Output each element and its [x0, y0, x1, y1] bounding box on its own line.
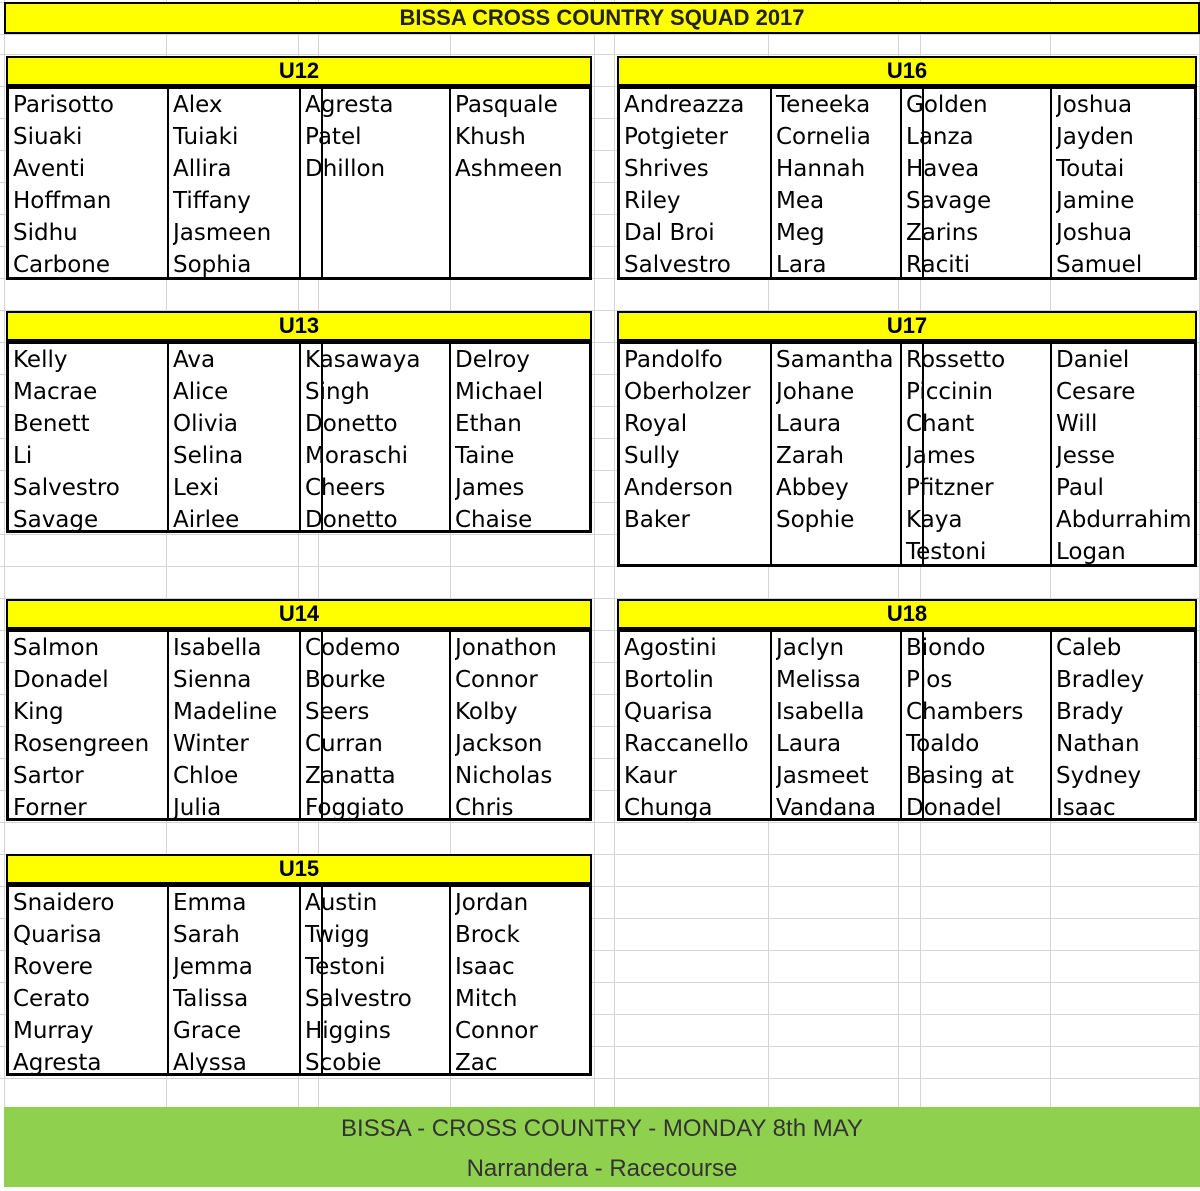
firstname-cell: Tiffany [173, 188, 251, 214]
firstname-cell: Isaac [455, 954, 515, 980]
firstname-cell: Grace [173, 1018, 242, 1044]
column-divider [449, 89, 451, 277]
firstname-cell: Toutai [1056, 156, 1125, 182]
sheet-title: BISSA CROSS COUNTRY SQUAD 2017 [4, 2, 1200, 34]
firstname-cell: Jackson [455, 731, 543, 757]
column-divider [900, 89, 902, 277]
firstname-cell: Cornelia [776, 124, 871, 150]
firstname-cell: Ava [173, 347, 216, 373]
section-u15 [6, 884, 592, 1076]
column-divider [167, 344, 169, 530]
section-u18 [617, 629, 1197, 821]
surname-cell: Dal Broi [624, 220, 715, 246]
firstname-cell: Meg [776, 220, 825, 246]
firstname-cell: Isabella [173, 635, 262, 661]
firstname-cell: Sienna [173, 667, 252, 693]
section-u17 [617, 341, 1197, 567]
surname-cell: Biondo [906, 635, 986, 661]
firstname-cell: Alex [173, 92, 223, 118]
surname-cell: Toaldo [906, 731, 980, 757]
surname-cell: King [13, 699, 64, 725]
firstname-cell: Sydney [1056, 763, 1142, 789]
surname-cell: Pandolfo [624, 347, 723, 373]
surname-cell: Chant [906, 411, 975, 437]
firstname-cell: Khush [455, 124, 526, 150]
firstname-cell: Olivia [173, 411, 238, 437]
surname-cell: Testoni [906, 539, 987, 565]
firstname-cell: Jamine [1056, 188, 1135, 214]
firstname-cell: Jasmeet [776, 763, 869, 789]
surname-cell: Macrae [13, 379, 98, 405]
surname-cell: Bourke [305, 667, 386, 693]
surname-cell: Forner [13, 795, 87, 821]
column-divider [770, 344, 772, 564]
firstname-cell: Sophie [776, 507, 855, 533]
surname-cell: Seers [305, 699, 370, 725]
surname-cell: Scobie [305, 1050, 382, 1076]
surname-cell: Carbone [13, 252, 111, 278]
surname-cell: Havea [906, 156, 980, 182]
firstname-cell: Samuel [1056, 252, 1143, 278]
surname-cell: Cheers [305, 475, 386, 501]
column-divider [900, 344, 902, 564]
section-u16 [617, 86, 1197, 280]
surname-cell: Salvestro [624, 252, 731, 278]
firstname-cell: Paul [1056, 475, 1104, 501]
surname-cell: Donetto [305, 411, 398, 437]
firstname-cell: James [455, 475, 525, 501]
surname-cell: Andreazza [624, 92, 745, 118]
surname-cell: Snaidero [13, 890, 115, 916]
section-header-u17: U17 [617, 311, 1197, 341]
surname-cell: Li [13, 443, 33, 469]
surname-cell: Zanatta [305, 763, 396, 789]
firstname-cell: Zarah [776, 443, 844, 469]
surname-cell: Golden [906, 92, 988, 118]
surname-cell: Codemo [305, 635, 401, 661]
surname-cell: Sidhu [13, 220, 78, 246]
column-divider [449, 632, 451, 818]
firstname-cell: Will [1056, 411, 1098, 437]
firstname-cell: Laura [776, 731, 842, 757]
firstname-cell: Hannah [776, 156, 866, 182]
firstname-cell: Johane [776, 379, 855, 405]
column-divider [770, 632, 772, 818]
firstname-cell: Chris [455, 795, 514, 821]
surname-cell: Quarisa [624, 699, 713, 725]
surname-cell: Chambers [906, 699, 1024, 725]
firstname-cell: Allira [173, 156, 232, 182]
firstname-cell: Madeline [173, 699, 278, 725]
firstname-cell: Lexi [173, 475, 220, 501]
section-header-u12: U12 [6, 56, 592, 86]
surname-cell: Baker [624, 507, 690, 533]
section-header-u15: U15 [6, 854, 592, 884]
section-header-u18: U18 [617, 599, 1197, 629]
firstname-cell: Isabella [776, 699, 865, 725]
surname-cell: Hoffman [13, 188, 112, 214]
firstname-cell: Cesare [1056, 379, 1136, 405]
firstname-cell: Airlee [173, 507, 240, 533]
surname-cell: Kaur [624, 763, 677, 789]
surname-cell: Kelly [13, 347, 68, 373]
surname-cell: Anderson [624, 475, 734, 501]
surname-cell: Singh [305, 379, 370, 405]
section-header-u13: U13 [6, 311, 592, 341]
section-header-u14: U14 [6, 599, 592, 629]
section-u14 [6, 629, 592, 821]
firstname-cell: Chloe [173, 763, 239, 789]
surname-cell: Lanza [906, 124, 974, 150]
surname-cell: Savage [13, 507, 99, 533]
event-footer [4, 1107, 1200, 1187]
surname-cell: Plos [906, 667, 953, 693]
surname-cell: Twigg [305, 922, 370, 948]
firstname-cell: Sophia [173, 252, 252, 278]
surname-cell: Royal [624, 411, 688, 437]
surname-cell: Rovere [13, 954, 93, 980]
surname-cell: Oberholzer [624, 379, 751, 405]
surname-cell: Dhillon [305, 156, 386, 182]
firstname-cell: Ethan [455, 411, 522, 437]
firstname-cell: Tuiaki [173, 124, 239, 150]
surname-cell: Donadel [13, 667, 109, 693]
column-divider [1050, 344, 1052, 564]
firstname-cell: Ashmeen [455, 156, 563, 182]
firstname-cell: Joshua [1056, 92, 1133, 118]
section-u13 [6, 341, 592, 533]
column-divider [167, 632, 169, 818]
surname-cell: Rosengreen [13, 731, 150, 757]
surname-cell: Savage [906, 188, 992, 214]
column-divider [299, 89, 301, 277]
column-divider [900, 632, 902, 818]
surname-cell: Salvestro [305, 986, 412, 1012]
firstname-cell: Jordan [455, 890, 529, 916]
surname-cell: Patel [305, 124, 362, 150]
column-divider [299, 632, 301, 818]
section-header-u16: U16 [617, 56, 1197, 86]
surname-cell: Pfitzner [906, 475, 994, 501]
surname-cell: Rossetto [906, 347, 1006, 373]
section-u12 [6, 86, 592, 280]
surname-cell: Potgieter [624, 124, 728, 150]
firstname-cell: Melissa [776, 667, 861, 693]
firstname-cell: Zac [455, 1050, 498, 1076]
surname-cell: Agresta [305, 92, 394, 118]
surname-cell: Benett [13, 411, 90, 437]
firstname-cell: Bradley [1056, 667, 1145, 693]
firstname-cell: Jasmeen [173, 220, 272, 246]
surname-cell: Testoni [305, 954, 386, 980]
firstname-cell: Delroy [455, 347, 530, 373]
column-divider [449, 344, 451, 530]
firstname-cell: Brady [1056, 699, 1124, 725]
surname-cell: Agostini [624, 635, 717, 661]
surname-cell: Murray [13, 1018, 94, 1044]
firstname-cell: Jayden [1056, 124, 1134, 150]
firstname-cell: Daniel [1056, 347, 1130, 373]
firstname-cell: Jemma [173, 954, 253, 980]
column-divider [167, 887, 169, 1073]
surname-cell: Siuaki [13, 124, 83, 150]
firstname-cell: Selina [173, 443, 244, 469]
surname-cell: Sully [624, 443, 680, 469]
firstname-cell: Joshua [1056, 220, 1133, 246]
firstname-cell: Sarah [173, 922, 240, 948]
firstname-cell: Laura [776, 411, 842, 437]
firstname-cell: Jesse [1056, 443, 1116, 469]
surname-cell: Parisotto [13, 92, 114, 118]
column-divider [770, 89, 772, 277]
firstname-cell: Connor [455, 1018, 538, 1044]
column-divider [299, 887, 301, 1073]
surname-cell: Salvestro [13, 475, 120, 501]
firstname-cell: Winter [173, 731, 249, 757]
surname-cell: Bortolin [624, 667, 714, 693]
surname-cell: Chunga [624, 795, 713, 821]
surname-cell: Riley [624, 188, 681, 214]
firstname-cell: Taine [455, 443, 515, 469]
column-divider [1050, 89, 1052, 277]
surname-cell: Foggiato [305, 795, 405, 821]
firstname-cell: Nicholas [455, 763, 553, 789]
surname-cell: Austin [305, 890, 378, 916]
firstname-cell: Talissa [173, 986, 249, 1012]
surname-cell: Moraschi [305, 443, 409, 469]
firstname-cell: Kolby [455, 699, 518, 725]
surname-cell: Aventi [13, 156, 86, 182]
firstname-cell: Alyssa [173, 1050, 247, 1076]
firstname-cell: Chaise [455, 507, 533, 533]
surname-cell: Donetto [305, 507, 398, 533]
firstname-cell: Abdurrahim [1056, 507, 1192, 533]
surname-cell: Sartor [13, 763, 84, 789]
surname-cell: Shrives [624, 156, 709, 182]
firstname-cell: Teneeka [776, 92, 871, 118]
surname-cell: Salmon [13, 635, 100, 661]
firstname-cell: Connor [455, 667, 538, 693]
firstname-cell: Jaclyn [776, 635, 845, 661]
firstname-cell: Lara [776, 252, 827, 278]
surname-cell: Higgins [305, 1018, 391, 1044]
firstname-cell: Pasquale [455, 92, 558, 118]
surname-cell: Donadel [906, 795, 1002, 821]
firstname-cell: Mitch [455, 986, 518, 1012]
firstname-cell: Alice [173, 379, 229, 405]
firstname-cell: Brock [455, 922, 520, 948]
column-divider [299, 344, 301, 530]
firstname-cell: Logan [1056, 539, 1126, 565]
surname-cell: Kaya [906, 507, 963, 533]
firstname-cell: Michael [455, 379, 544, 405]
surname-cell: Quarisa [13, 922, 102, 948]
surname-cell: Zarins [906, 220, 979, 246]
surname-cell: Cerato [13, 986, 90, 1012]
column-divider [449, 887, 451, 1073]
surname-cell: Agresta [13, 1050, 102, 1076]
firstname-cell: Isaac [1056, 795, 1116, 821]
surname-cell: Curran [305, 731, 383, 757]
column-divider [1050, 632, 1052, 818]
firstname-cell: Samantha [776, 347, 894, 373]
firstname-cell: Abbey [776, 475, 849, 501]
firstname-cell: Julia [173, 795, 222, 821]
firstname-cell: Vandana [776, 795, 876, 821]
footer-venue-line: Narrandera - Racecourse [466, 1155, 738, 1182]
column-divider [167, 89, 169, 277]
surname-cell: Raciti [906, 252, 971, 278]
firstname-cell: Jonathon [455, 635, 557, 661]
surname-cell: Basing at [906, 763, 1014, 789]
surname-cell: James [906, 443, 976, 469]
surname-cell: Kasawaya [305, 347, 421, 373]
firstname-cell: Emma [173, 890, 247, 916]
firstname-cell: Nathan [1056, 731, 1140, 757]
surname-cell: Piccinin [906, 379, 993, 405]
firstname-cell: Caleb [1056, 635, 1122, 661]
footer-event-line: BISSA - CROSS COUNTRY - MONDAY 8th MAY [341, 1115, 863, 1142]
surname-cell: Raccanello [624, 731, 749, 757]
firstname-cell: Mea [776, 188, 825, 214]
